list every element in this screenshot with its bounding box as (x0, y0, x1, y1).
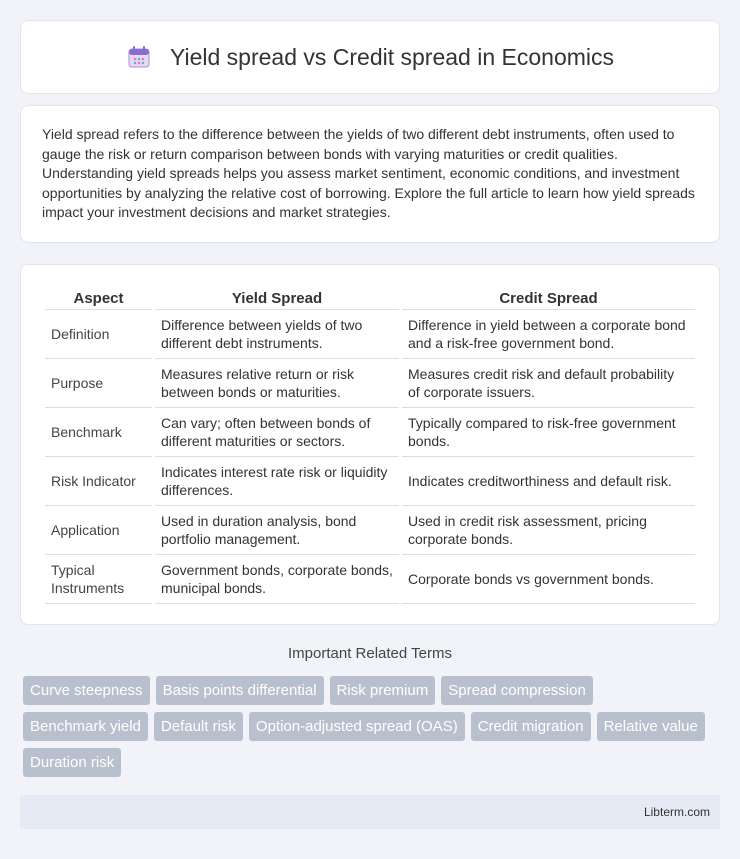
table-cell: Used in credit risk assessment, pricing corporate bonds. (402, 506, 695, 555)
related-term-tag[interactable]: Spread compression (441, 676, 593, 705)
comparison-table (42, 285, 698, 604)
related-term-tag[interactable]: Benchmark yield (23, 712, 148, 741)
footer (20, 795, 720, 829)
header-card (20, 20, 720, 94)
column-header-yield-spread: Yield Spread (155, 285, 399, 310)
table-cell: Purpose (45, 359, 152, 408)
table-cell: Measures relative return or risk between bonds or maturities. (155, 359, 399, 408)
table-row (45, 457, 695, 506)
table-row (45, 359, 695, 408)
table-cell: Typical Instruments (45, 555, 152, 604)
table-cell: Definition (45, 310, 152, 359)
table-cell: Government bonds, corporate bonds, municipal bonds. (155, 555, 399, 604)
table-cell: Typically compared to risk-free government bonds. (402, 408, 695, 457)
calendar-icon (126, 44, 152, 70)
related-term-tag[interactable]: Option-adjusted spread (OAS) (249, 712, 465, 741)
table-cell: Can vary; often between bonds of different maturities or sectors. (155, 408, 399, 457)
table-cell: Application (45, 506, 152, 555)
related-term-tag[interactable]: Relative value (597, 712, 705, 741)
related-term-tag[interactable]: Curve steepness (23, 676, 150, 705)
table-cell: Benchmark (45, 408, 152, 457)
table-cell: Difference in yield between a corporate bond and a risk-free government bond. (402, 310, 695, 359)
table-cell: Measures credit risk and default probability of corporate issuers. (402, 359, 695, 408)
related-terms-section (20, 645, 720, 777)
table-row (45, 310, 695, 359)
column-header-aspect: Aspect (45, 285, 152, 310)
table-header-row (45, 285, 695, 310)
table-row (45, 555, 695, 604)
table-cell: Difference between yields of two different debt instruments. (155, 310, 399, 359)
table-cell: Corporate bonds vs government bonds. (402, 555, 695, 604)
footer-site-link[interactable]: Libterm.com (643, 805, 710, 819)
intro-text: Yield spread refers to the difference between the yields of two different debt instruments, often used to gauge the risk or return comparison between bonds with varying maturities or credit qualities. Understanding yield spreads helps you assess market sentiment, economic conditions, and investment opportunities by analyzing the relative cost of borrowing. Explore the full article to learn how yield spreads impact your investment decisions and market strategies. (42, 126, 695, 221)
table-row (45, 506, 695, 555)
table-cell: Indicates interest rate risk or liquidity differences. (155, 457, 399, 506)
related-terms-tags (20, 676, 720, 777)
column-header-credit-spread: Credit Spread (402, 285, 695, 310)
intro-card (20, 105, 720, 243)
comparison-table-card (20, 264, 720, 625)
related-term-tag[interactable]: Basis points differential (156, 676, 324, 705)
table-cell: Indicates creditworthiness and default risk. (402, 457, 695, 506)
related-term-tag[interactable]: Credit migration (471, 712, 591, 741)
page-title: Yield spread vs Credit spread in Economics (169, 43, 615, 70)
related-term-tag[interactable]: Risk premium (330, 676, 436, 705)
related-term-tag[interactable]: Duration risk (23, 748, 121, 777)
related-term-tag[interactable]: Default risk (154, 712, 243, 741)
related-terms-title: Important Related Terms (288, 645, 452, 662)
table-cell: Risk Indicator (45, 457, 152, 506)
table-cell: Used in duration analysis, bond portfolio management. (155, 506, 399, 555)
table-row (45, 408, 695, 457)
